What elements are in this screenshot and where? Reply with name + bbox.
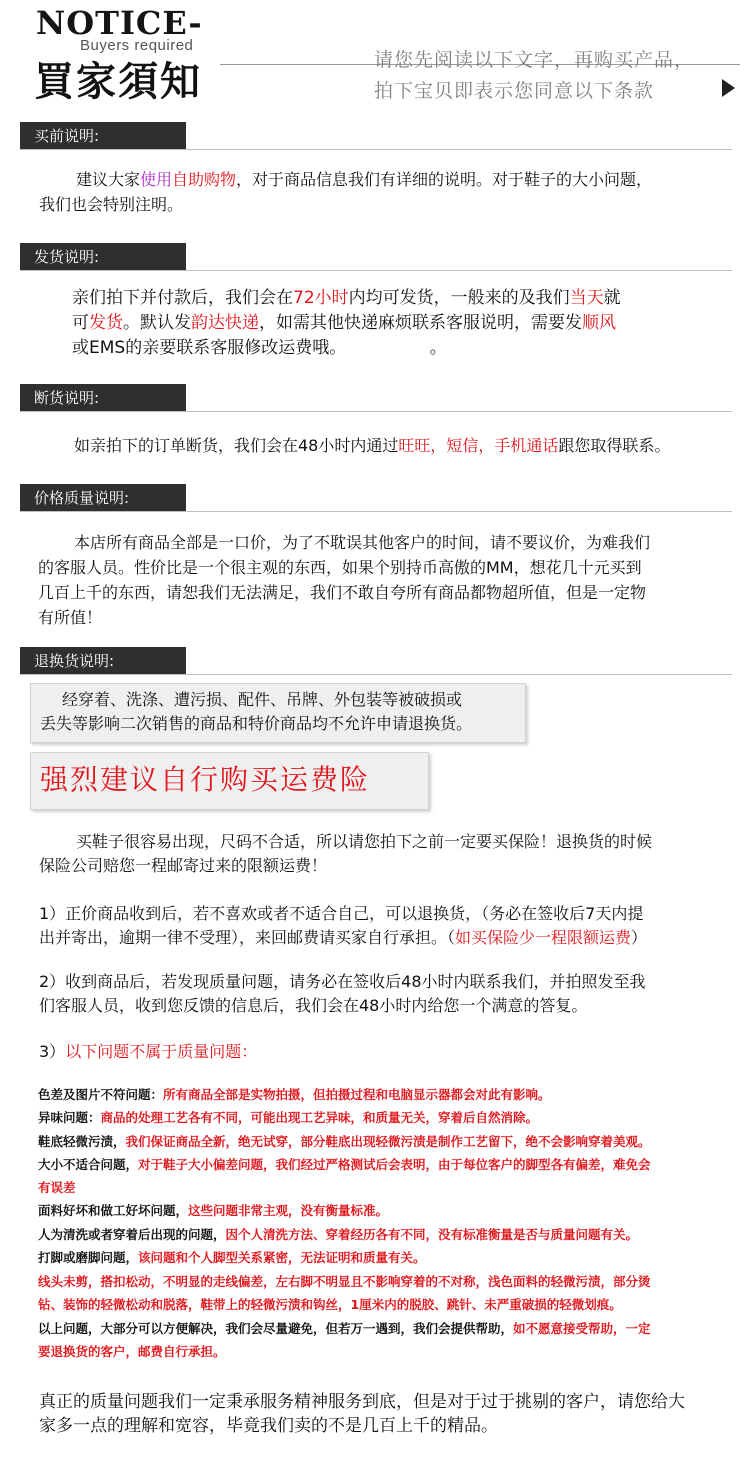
price-note-line-2: 的客服人员。性价比是一个很主观的东西，如果个别持币高傲的MM，想花几十元买到 (38, 558, 642, 577)
shipping-note-line-3: 或EMS的亲要联系客服修改运费哦。 。 (72, 338, 447, 358)
issue-washing: 人为清洗或者穿着后出现的问题，因个人清洗方法、穿着经历各有不同，没有标准衡量是否与质量问题有关。 (38, 1227, 639, 1242)
section-header-shipping: 发货说明: (20, 243, 186, 271)
closing-note-line-2: 家多一点的理解和宽容，毕竟我们卖的不是几百上千的精品。 (39, 1416, 498, 1436)
shipping-note-line-2: 可发货。默认发韵达快递，如需其他快递麻烦联系客服说明，需要发顺风 (72, 313, 616, 333)
return-rule-2-line-2: 们客服人员，收到您反馈的信息后，我们会在48小时内给您一个满意的答复。 (39, 996, 588, 1015)
return-policy-text (40, 688, 472, 736)
return-rule-3-heading: 3）以下问题不属于质量问题： (39, 1042, 258, 1061)
return-policy-line-1: 经穿着、洗涤、遭污损、配件、吊牌、外包装等被破损或 (62, 690, 463, 709)
section-header-price-quality: 价格质量说明: (20, 484, 186, 512)
shipping-note-line-1: 亲们拍下并付款后，我们会在72小时内均可发货，一般来的及我们当天就 (72, 288, 621, 308)
triangle-arrow-icon (722, 79, 735, 97)
price-note-line-3: 几百上千的东西，请恕我们无法满足，我们不敢自夸所有商品都物超所值，但是一定物 (38, 583, 647, 602)
section-divider (20, 511, 732, 512)
return-rule-1-line-1: 1）正价商品收到后，若不喜欢或者不适合自己，可以退换货，（务必在签收后7天内提 (39, 904, 644, 923)
section-divider (20, 149, 732, 150)
closing-note-line-1: 真正的质量问题我们一定秉承服务精神服务到底，但是对于过于挑剔的客户，请您给大 (39, 1392, 685, 1412)
insurance-note-line-1: 买鞋子很容易出现，尺码不合适，所以请您拍下之前一定要买保险！退换货的时候 (76, 832, 653, 851)
buying-note-line-2: 我们也会特别注明。 (39, 195, 184, 214)
section-divider (20, 411, 732, 412)
issue-minor-defects-2: 钻、装饰的轻微松动和脱落，鞋带上的轻微污渍和钩丝，1厘米内的脱胶、跳针、未严重破损的轻微划痕。 (38, 1297, 622, 1312)
section-divider (20, 674, 732, 675)
out-of-stock-note: 如亲拍下的订单断货，我们会在48小时内通过旺旺，短信，手机通话跟您取得联系。 (74, 436, 671, 455)
issue-summary-cont: 要退换货的客户，邮费自行承担。 (38, 1344, 226, 1359)
issue-sole-stain: 鞋底轻微污渍，我们保证商品全新，绝无试穿，部分鞋底出现轻微污渍是制作工艺留下，绝不会影响穿着美观。 (38, 1134, 651, 1149)
return-policy-line-2: 丢失等影响二次销售的商品和特价商品均不允许申请退换货。 (40, 714, 473, 733)
return-rule-1-line-2: 出并寄出，逾期一律不受理），来回邮费请买家自行承担。（如买保险少一程限额运费） (39, 928, 648, 947)
section-header-before-buying: 买前说明: (20, 122, 186, 150)
return-rule-2-line-1: 2）收到商品后，若发现质量问题，请务必在签收后48小时内联系我们，并拍照发至我 (39, 972, 646, 991)
issue-odor: 异味问题：商品的处理工艺各有不同，可能出现工艺异味，和质量无关，穿着后自然消除。 (38, 1110, 539, 1125)
issue-size-cont: 有误差 (38, 1180, 76, 1195)
buyers-required-subtitle: Buyers required (80, 37, 194, 54)
header-intro-line-2: 拍下宝贝即表示您同意以下条款 (374, 80, 655, 102)
price-note-line-4: 有所值！ (38, 608, 103, 627)
section-header-out-of-stock: 断货说明: (20, 384, 186, 412)
section-header-returns: 退换货说明: (20, 647, 186, 675)
header-intro-line-1: 请您先阅读以下文字，再购买产品， (374, 49, 695, 71)
buying-note-line-1: 建议大家使用自助购物，对于商品信息我们有详细的说明。对于鞋子的大小问题， (76, 170, 653, 189)
issue-foot-rubbing: 打脚或磨脚问题，该问题和个人脚型关系紧密，无法证明和质量有关。 (38, 1250, 426, 1265)
buyer-notice-title: 買家須知 (34, 58, 202, 105)
insurance-recommendation: 强烈建议自行购买运费险 (40, 763, 371, 796)
insurance-note-line-2: 保险公司赔您一程邮寄过来的限额运费！ (39, 856, 328, 875)
issue-minor-defects-1: 线头未剪，搭扣松动，不明显的走线偏差，左右脚不明显且不影响穿着的不对称，浅色面料的轻微污渍，部分烫 (38, 1274, 651, 1289)
issue-summary: 以上问题，大部分可以方便解决，我们会尽量避免，但若万一遇到，我们会提供帮助，如不愿意接受帮助，一定 (38, 1321, 651, 1336)
section-divider (20, 270, 732, 271)
issue-size: 大小不适合问题，对于鞋子大小偏差问题，我们经过严格测试后会表明，由于每位客户的脚型各有偏差，难免会 (38, 1157, 651, 1172)
notice-heading: NOTICE- (36, 4, 203, 42)
price-note-line-1: 本店所有商品全部是一口价，为了不耽误其他客户的时间，请不要议价，为难我们 (74, 533, 651, 552)
issue-color-difference: 色差及图片不符问题：所有商品全部是实物拍摄，但拍摄过程和电脑显示器都会对此有影响。 (38, 1087, 551, 1102)
issue-material: 面料好坏和做工好坏问题，这些问题非常主观，没有衡量标准。 (38, 1203, 389, 1218)
